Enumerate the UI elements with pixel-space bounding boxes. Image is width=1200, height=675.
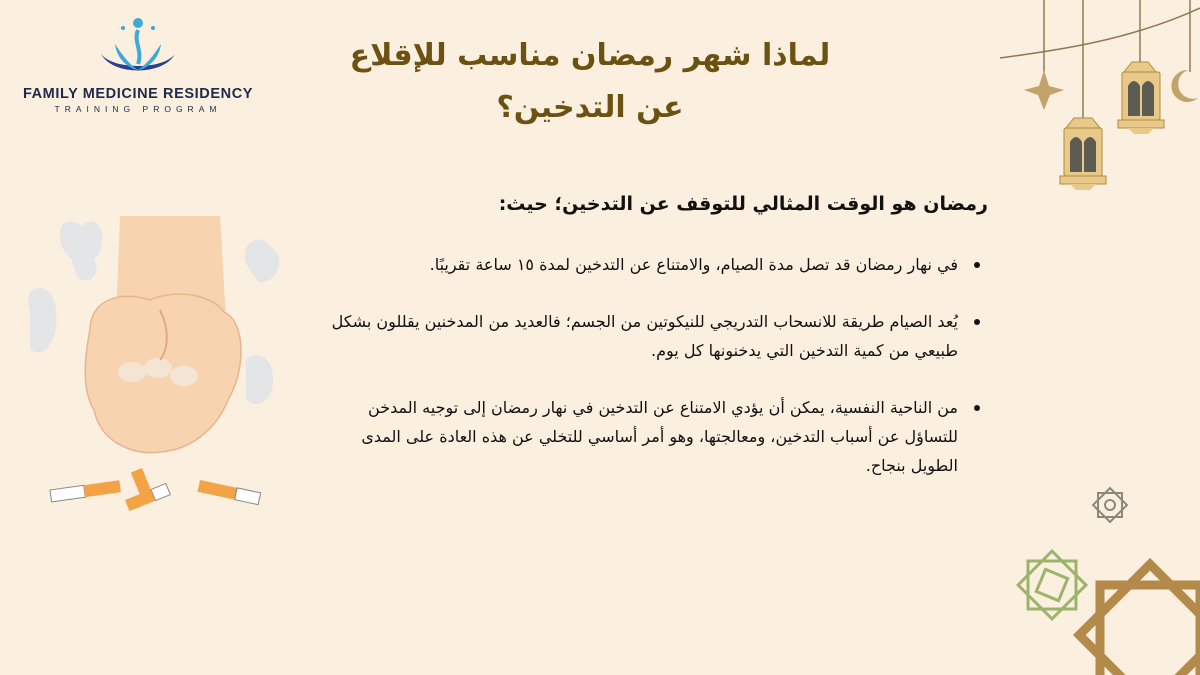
bullet-text: في نهار رمضان قد تصل مدة الصيام، والامتناع عن التدخين لمدة ١٥ ساعة تقريبًا. xyxy=(429,255,958,274)
crescent-icon xyxy=(1171,70,1198,102)
islamic-pattern-decoration xyxy=(990,485,1200,675)
lantern-icon xyxy=(1060,118,1106,190)
islamic-pattern-icon xyxy=(1079,564,1200,675)
bullet-list xyxy=(320,250,988,480)
bullet-text: من الناحية النفسية، يمكن أن يؤدي الامتناع عن التدخين في نهار رمضان إلى توجيه المدخن للتساؤل عن أسباب التدخين، ومعالجتها، وهو أمر أساسي للتخلي عن هذه العادة على المدى الطويل بنجاح. xyxy=(361,398,958,475)
hand-crushing-cigarettes-illustration xyxy=(20,200,290,540)
lantern-icon xyxy=(1118,62,1164,134)
lead-text: رمضان هو الوقت المثالي للتوقف عن التدخين؛ حيث: xyxy=(498,193,988,215)
logo-subtitle: TRAINING PROGRAM xyxy=(54,104,222,114)
star-icon xyxy=(1024,70,1064,110)
program-logo xyxy=(10,14,266,114)
islamic-pattern-icon xyxy=(1018,551,1086,619)
bullet-dot xyxy=(974,262,980,268)
main-content xyxy=(320,188,988,508)
ramadan-lanterns-decoration xyxy=(1000,0,1200,195)
bullet-dot xyxy=(974,405,980,411)
bullet-dot xyxy=(974,319,980,325)
logo-name: FAMILY MEDICINE RESIDENCY xyxy=(22,86,254,102)
logo-mark-icon xyxy=(93,14,183,84)
list-item xyxy=(320,307,988,365)
bullet-text: يُعد الصيام طريقة للانسحاب التدريجي للنيكوتين من الجسم؛ فالعديد من المدخنين يقللون بشكل طبيعي من كمية التدخين التي يدخنونها كل يوم. xyxy=(331,312,958,360)
islamic-pattern-icon xyxy=(1093,488,1127,522)
list-item xyxy=(320,393,988,480)
list-item xyxy=(320,250,988,279)
page-title: لماذا شهر رمضان مناسب للإقلاع عن التدخين؟ xyxy=(349,38,831,125)
